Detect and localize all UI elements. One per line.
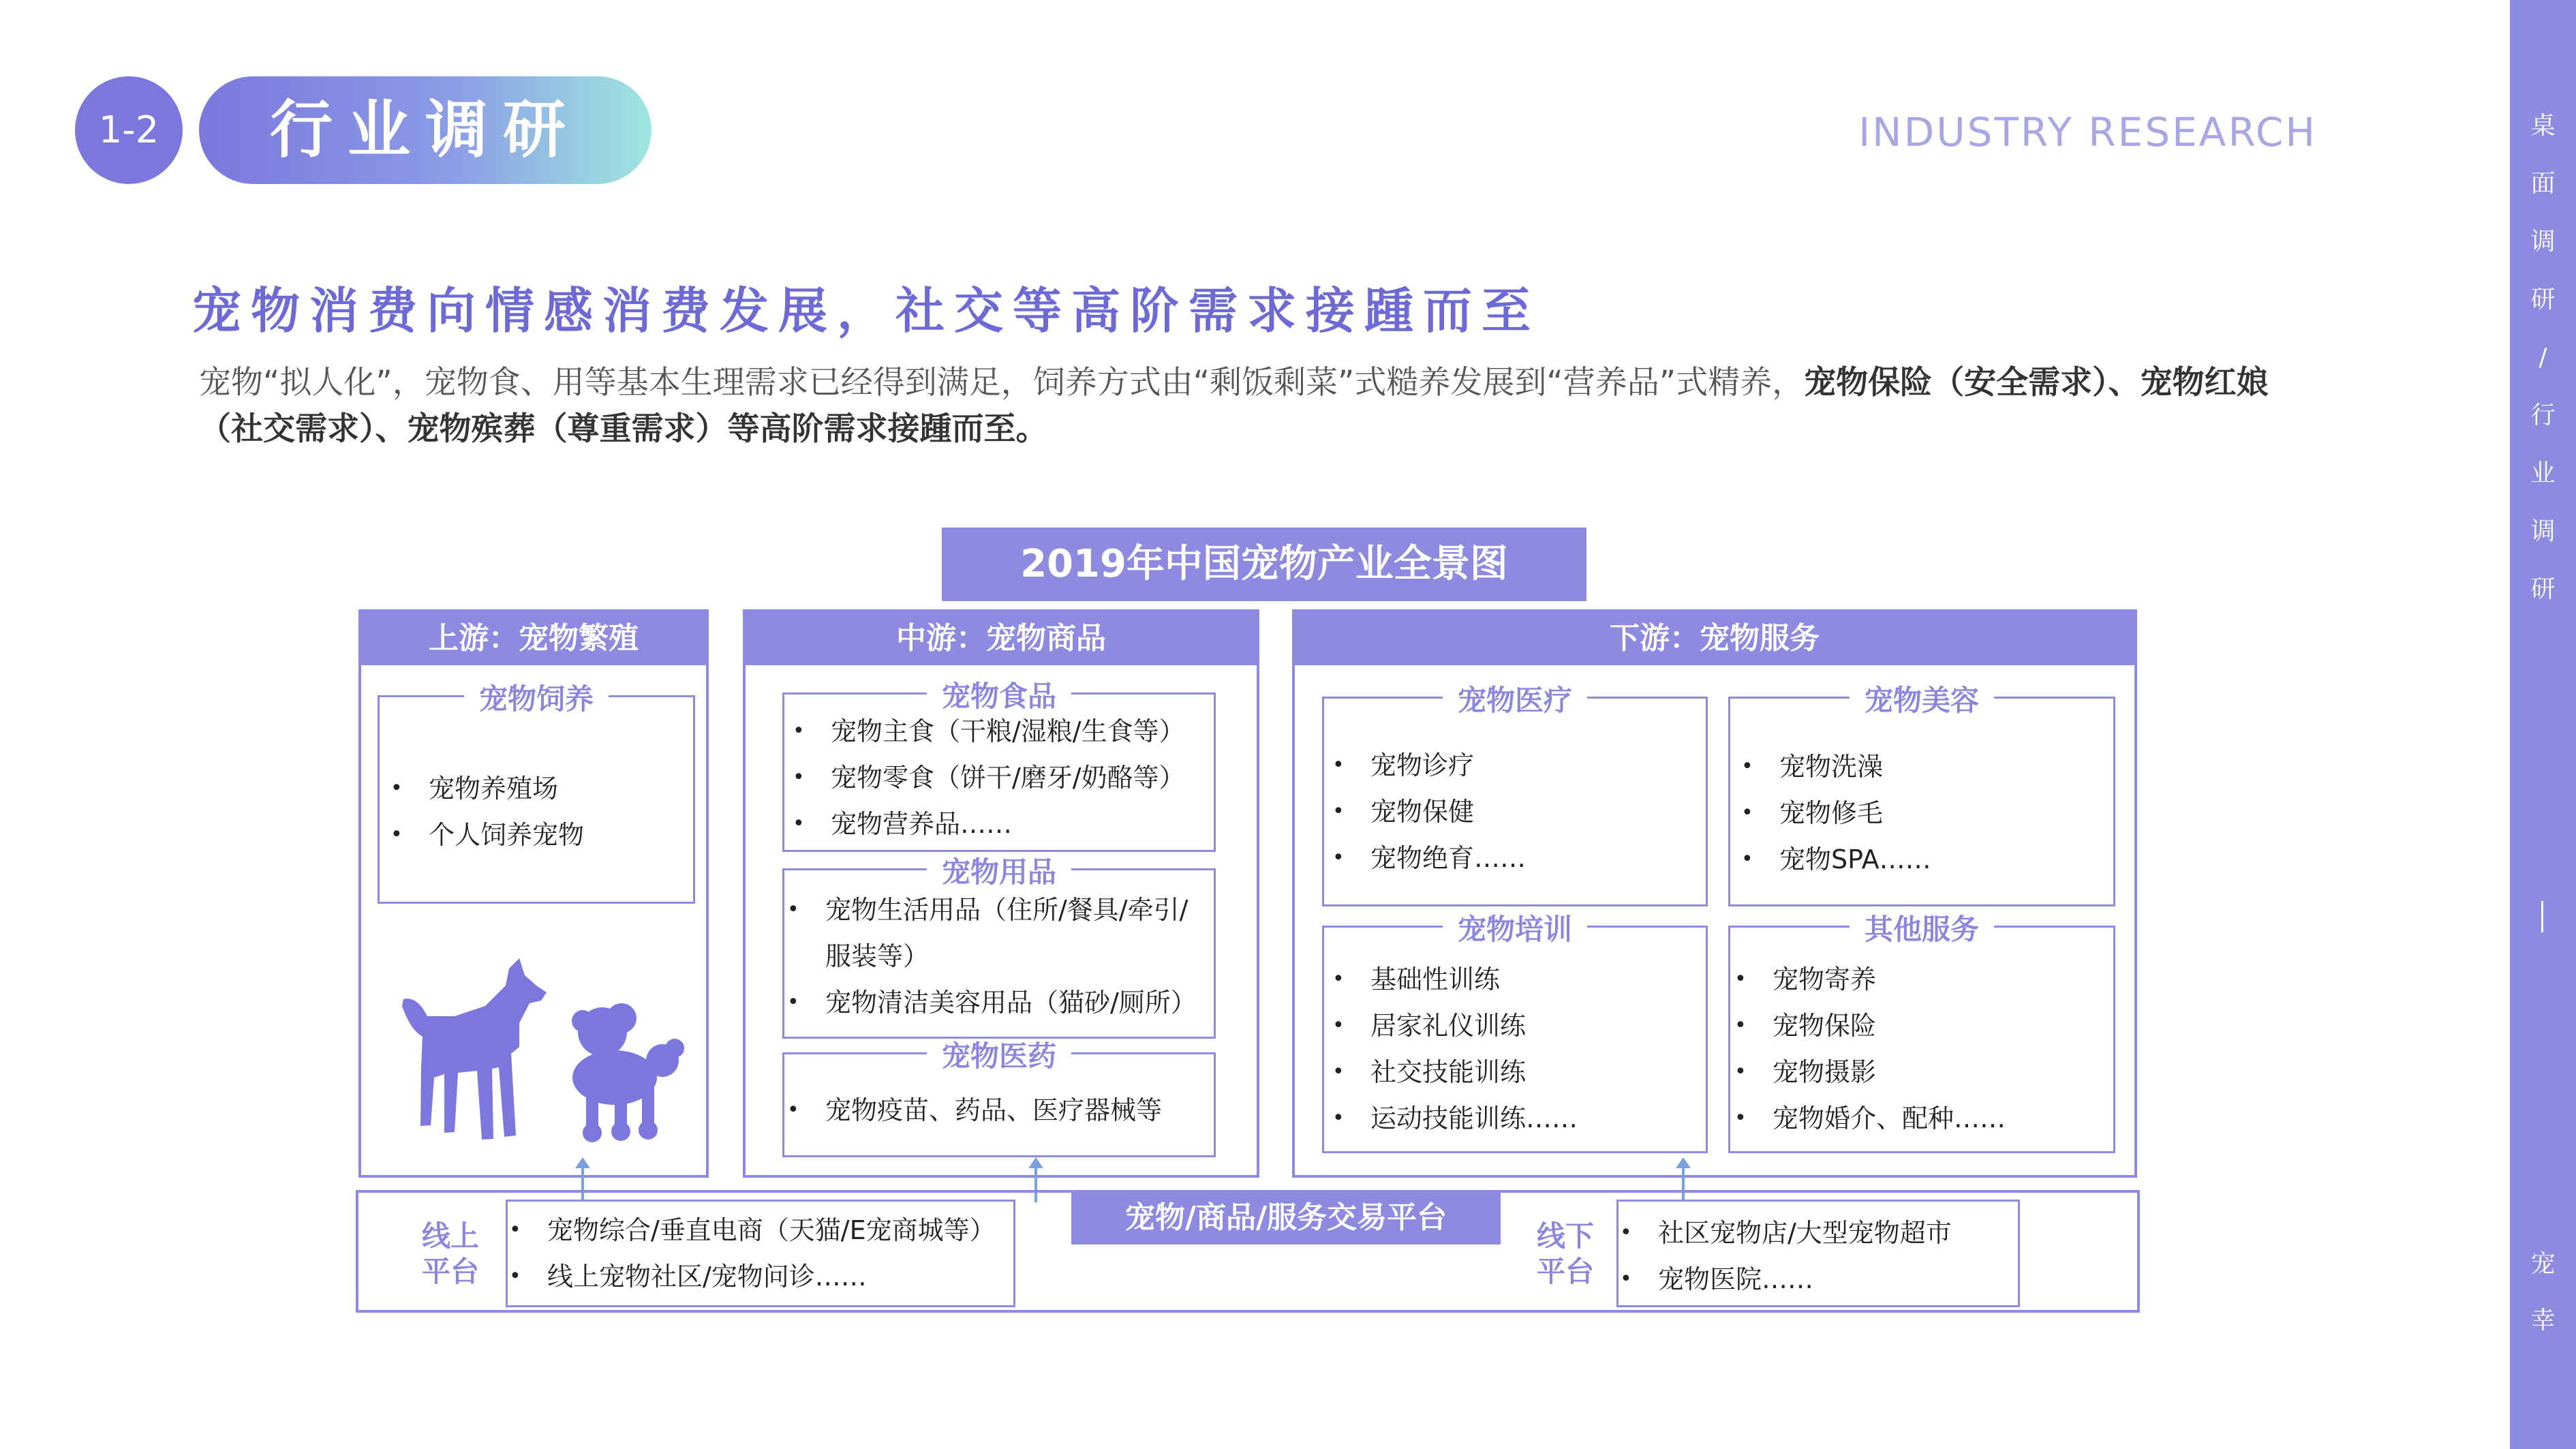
panel-title: 宠物医疗 <box>1443 684 1587 717</box>
sidebar-char: 调 <box>2530 228 2556 256</box>
list-item: • 运动技能训练…… <box>1324 1095 1578 1142</box>
list-item: • 宠物洗澡 <box>1733 744 1931 790</box>
panel-title: 宠物饲养 <box>464 682 609 716</box>
paragraph-bold-text: 宠物保险（安全需求）、宠物红娘（社交需求）、宠物殡葬（尊重需求）等高阶需求接踵而至。 <box>199 364 2269 448</box>
panel-pet-food <box>782 680 1216 852</box>
sidebar-char: 行 <box>2530 401 2556 429</box>
list-item: • 宠物婚介、配种…… <box>1726 1095 2006 1142</box>
platform-row <box>356 1190 2140 1313</box>
right-sidebar <box>2510 0 2576 1449</box>
list-item: • 线上宠物社区/宠物问诊…… <box>501 1253 996 1300</box>
sidebar-char: 研 <box>2530 286 2556 314</box>
platform-title: 宠物/商品/服务交易平台 <box>1071 1191 1501 1245</box>
sidebar-char: 桌 <box>2530 112 2556 140</box>
list-item: • 宠物诊疗 <box>1324 742 1526 789</box>
downstream-column <box>1292 609 2137 1178</box>
panel-title: 宠物食品 <box>927 680 1071 713</box>
list-item: • 宠物保健 <box>1324 789 1526 835</box>
list-item: • 宠物医院…… <box>1612 1256 1952 1302</box>
list-item: • 宠物修毛 <box>1733 790 1931 836</box>
sidebar-char: 业 <box>2530 459 2556 487</box>
upstream-column <box>358 609 709 1178</box>
list-item: • 宠物摄影 <box>1726 1049 2006 1095</box>
list-item: • 宠物寄养 <box>1726 956 2006 1003</box>
midstream-column <box>743 609 1259 1178</box>
list-item: • 宠物疫苗、药品、医疗器械等 <box>779 1087 1162 1133</box>
panel-pet-medicine <box>782 1039 1216 1157</box>
list-item: • 宠物养殖场 <box>382 765 584 812</box>
panel-pet-medical <box>1322 684 1708 906</box>
panel-offline-platform <box>1616 1200 2020 1307</box>
two-dogs-silhouette-icon <box>390 958 690 1149</box>
downstream-title: 下游：宠物服务 <box>1295 612 2134 665</box>
online-label-line: 线上 <box>421 1219 479 1253</box>
list-item: • 宠物零食（饼干/磨牙/奶酪等） <box>784 754 1185 801</box>
list-item: • 宠物主食（干粮/湿粮/生食等） <box>784 708 1185 754</box>
list-item: • 宠物生活用品（住所/餐具/牵引/服装等） <box>779 887 1208 979</box>
upstream-title: 上游：宠物繁殖 <box>361 612 706 665</box>
intro-paragraph <box>199 360 2271 453</box>
list-item: • 居家礼仪训练 <box>1324 1003 1578 1049</box>
panel-title: 宠物用品 <box>927 855 1071 889</box>
industry-diagram <box>354 525 2140 1319</box>
headline: 宠物消费向情感消费发展，社交等高阶需求接踵而至 <box>192 282 1541 339</box>
list-item: • 社交技能训练 <box>1324 1049 1578 1095</box>
sidebar-char: 幸 <box>2530 1307 2556 1334</box>
panel-other-services <box>1728 913 2115 1153</box>
online-platform-label <box>413 1219 488 1290</box>
sidebar-char: 研 <box>2530 575 2556 603</box>
panel-pet-training <box>1322 913 1708 1153</box>
sidebar-char: / <box>2539 344 2547 371</box>
list-item: • 个人饲养宠物 <box>382 812 584 858</box>
sidebar-char: 面 <box>2530 170 2556 198</box>
panel-title: 宠物医药 <box>927 1039 1071 1073</box>
list-item: • 宠物SPA…… <box>1733 836 1931 883</box>
section-number-badge: 1-2 <box>75 76 183 184</box>
list-item: • 宠物营养品…… <box>784 801 1185 847</box>
list-item: • 基础性训练 <box>1324 956 1578 1003</box>
panel-online-platform <box>506 1200 1015 1307</box>
panel-title: 宠物美容 <box>1850 684 1994 717</box>
panel-pet-raising <box>378 682 695 904</box>
list-item: • 宠物绝育…… <box>1324 835 1526 881</box>
list-item: • 宠物保险 <box>1726 1003 2006 1049</box>
panel-pet-grooming <box>1728 684 2115 906</box>
offline-label-line: 线下 <box>1536 1219 1594 1253</box>
paragraph-text: 宠物“拟人化”，宠物食、用等基本生理需求已经得到满足，饲养方式由“剩饭剩菜”式糙养发展到“营养品”式精养， <box>199 364 1805 401</box>
list-item: • 社区宠物店/大型宠物超市 <box>1612 1210 1952 1256</box>
diagram-title: 2019年中国宠物产业全景图 <box>942 528 1586 601</box>
sidebar-divider <box>2541 901 2543 932</box>
midstream-title: 中游：宠物商品 <box>746 612 1257 665</box>
panel-title: 其他服务 <box>1850 913 1994 946</box>
english-title: INDUSTRY RESEARCH <box>1858 109 2317 155</box>
section-title-pill: 行业调研 <box>199 76 651 184</box>
sidebar-char: 宠 <box>2530 1250 2556 1278</box>
offline-platform-label <box>1528 1219 1603 1290</box>
list-item: • 宠物清洁美容用品（猫砂/厕所） <box>779 979 1208 1026</box>
panel-title: 宠物培训 <box>1443 913 1587 946</box>
offline-label-line: 平台 <box>1536 1255 1594 1288</box>
sidebar-char: 调 <box>2530 517 2556 545</box>
list-item: • 宠物综合/垂直电商（天猫/E宠商城等） <box>501 1207 996 1253</box>
panel-pet-supplies <box>782 855 1216 1039</box>
online-label-line: 平台 <box>421 1255 479 1288</box>
